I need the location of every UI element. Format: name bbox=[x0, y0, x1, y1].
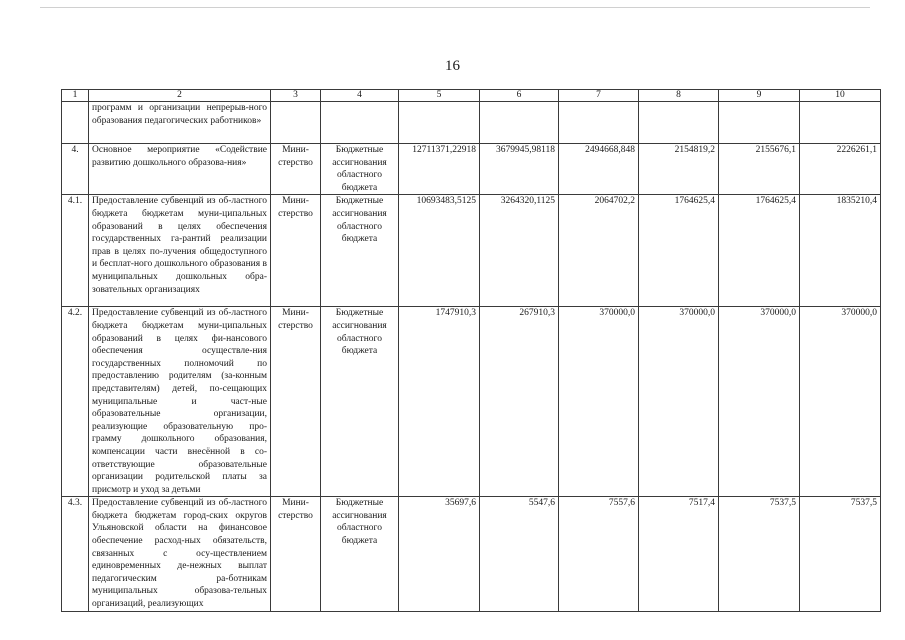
row-description: Основное мероприятие «Содействие развитию дошкольного образова-ния» bbox=[89, 144, 271, 195]
row-value-year: 5547,6 bbox=[480, 497, 559, 611]
column-number: 1 bbox=[62, 90, 89, 102]
row-value-year: 370000,0 bbox=[559, 307, 639, 497]
row-value-year: 267910,3 bbox=[480, 307, 559, 497]
column-number: 6 bbox=[480, 90, 559, 102]
row-value-year: 370000,0 bbox=[719, 307, 800, 497]
row-value-year: 1764625,4 bbox=[719, 195, 800, 307]
table-row bbox=[62, 144, 881, 195]
table-row bbox=[62, 102, 881, 144]
row-number: 4.3. bbox=[62, 497, 89, 611]
row-value-total: 10693483,5125 bbox=[399, 195, 480, 307]
column-number-row bbox=[62, 90, 881, 102]
row-value-year: 2154819,2 bbox=[639, 144, 719, 195]
scan-artifact-line bbox=[40, 7, 870, 8]
row-value-year: 7537,5 bbox=[800, 497, 881, 611]
row-value-year: 2494668,848 bbox=[559, 144, 639, 195]
row-value-year: 370000,0 bbox=[800, 307, 881, 497]
row-value-year bbox=[639, 102, 719, 144]
row-value-year bbox=[480, 102, 559, 144]
row-number: 4.1. bbox=[62, 195, 89, 307]
row-funding-source: Бюджетные ассигнования областного бюджета bbox=[321, 497, 399, 611]
row-number bbox=[62, 102, 89, 144]
row-description: программ и организации непрерыв-ного образования педагогических работников» bbox=[89, 102, 271, 144]
row-value-year bbox=[800, 102, 881, 144]
row-funding-source: Бюджетные ассигнования областного бюджета bbox=[321, 144, 399, 195]
row-value-year: 2064702,2 bbox=[559, 195, 639, 307]
column-number: 10 bbox=[800, 90, 881, 102]
column-number: 3 bbox=[271, 90, 321, 102]
row-value-year: 2226261,1 bbox=[800, 144, 881, 195]
row-value-total: 12711371,22918 bbox=[399, 144, 480, 195]
column-number: 5 bbox=[399, 90, 480, 102]
table-row bbox=[62, 497, 881, 611]
row-funding-source: Бюджетные ассигнования областного бюджета bbox=[321, 195, 399, 307]
row-value-total bbox=[399, 102, 480, 144]
row-value-year bbox=[719, 102, 800, 144]
row-value-year: 2155676,1 bbox=[719, 144, 800, 195]
row-value-year: 7557,6 bbox=[559, 497, 639, 611]
row-value-year: 1835210,4 bbox=[800, 195, 881, 307]
row-value-year: 7517,4 bbox=[639, 497, 719, 611]
column-number: 4 bbox=[321, 90, 399, 102]
column-number: 8 bbox=[639, 90, 719, 102]
row-number: 4. bbox=[62, 144, 89, 195]
row-value-year bbox=[559, 102, 639, 144]
budget-table bbox=[61, 89, 881, 612]
row-funding-source: Бюджетные ассигнования областного бюджета bbox=[321, 307, 399, 497]
row-value-year: 370000,0 bbox=[639, 307, 719, 497]
page-number: 16 bbox=[445, 58, 460, 74]
row-executor: Мини-стерство bbox=[271, 144, 321, 195]
row-value-year: 1764625,4 bbox=[639, 195, 719, 307]
row-number: 4.2. bbox=[62, 307, 89, 497]
row-executor bbox=[271, 102, 321, 144]
row-description: Предоставление субвенций из об-ластного бюджета бюджетам муни-ципальных образований в целях обеспечения государственных га-рантий реализации прав в целях по-лучения общедоступного и бесплат-ного дошкольного образования в муниципальных дошкольных обра-зовательных организациях bbox=[89, 195, 271, 307]
column-number: 2 bbox=[89, 90, 271, 102]
column-number: 7 bbox=[559, 90, 639, 102]
row-description: Предоставление субвенций из об-ластного бюджета бюджетам муни-ципальных образований в целях фи-нансового обеспечения осуществле-ния государственных полномочий по предоставлению родителям (за-конным представителям) детей, по-сещающих муниципальные и част-ные образовательные организации, реализующие образовательную про-грамму дошкольного образования, компенсации части внесённой в со-ответствующие образовательные организации родительской платы за присмотр и уход за детьми bbox=[89, 307, 271, 497]
table-row bbox=[62, 195, 881, 307]
row-value-year: 3264320,1125 bbox=[480, 195, 559, 307]
row-executor: Мини-стерство bbox=[271, 195, 321, 307]
row-value-total: 1747910,3 bbox=[399, 307, 480, 497]
row-funding-source bbox=[321, 102, 399, 144]
row-executor: Мини-стерство bbox=[271, 307, 321, 497]
row-executor: Мини-стерство bbox=[271, 497, 321, 611]
row-value-year: 3679945,98118 bbox=[480, 144, 559, 195]
row-value-total: 35697,6 bbox=[399, 497, 480, 611]
row-value-year: 7537,5 bbox=[719, 497, 800, 611]
table-row bbox=[62, 307, 881, 497]
row-description: Предоставление субвенций из об-ластного бюджета бюджетам город-ских округов Ульяновской области на финансовое обеспечение расход-ных обязательств, связанных с осу-ществлением единовременных де-нежных выплат педагогическим ра-ботникам муниципальных образова-тельных организаций, реализующих bbox=[89, 497, 271, 611]
column-number: 9 bbox=[719, 90, 800, 102]
